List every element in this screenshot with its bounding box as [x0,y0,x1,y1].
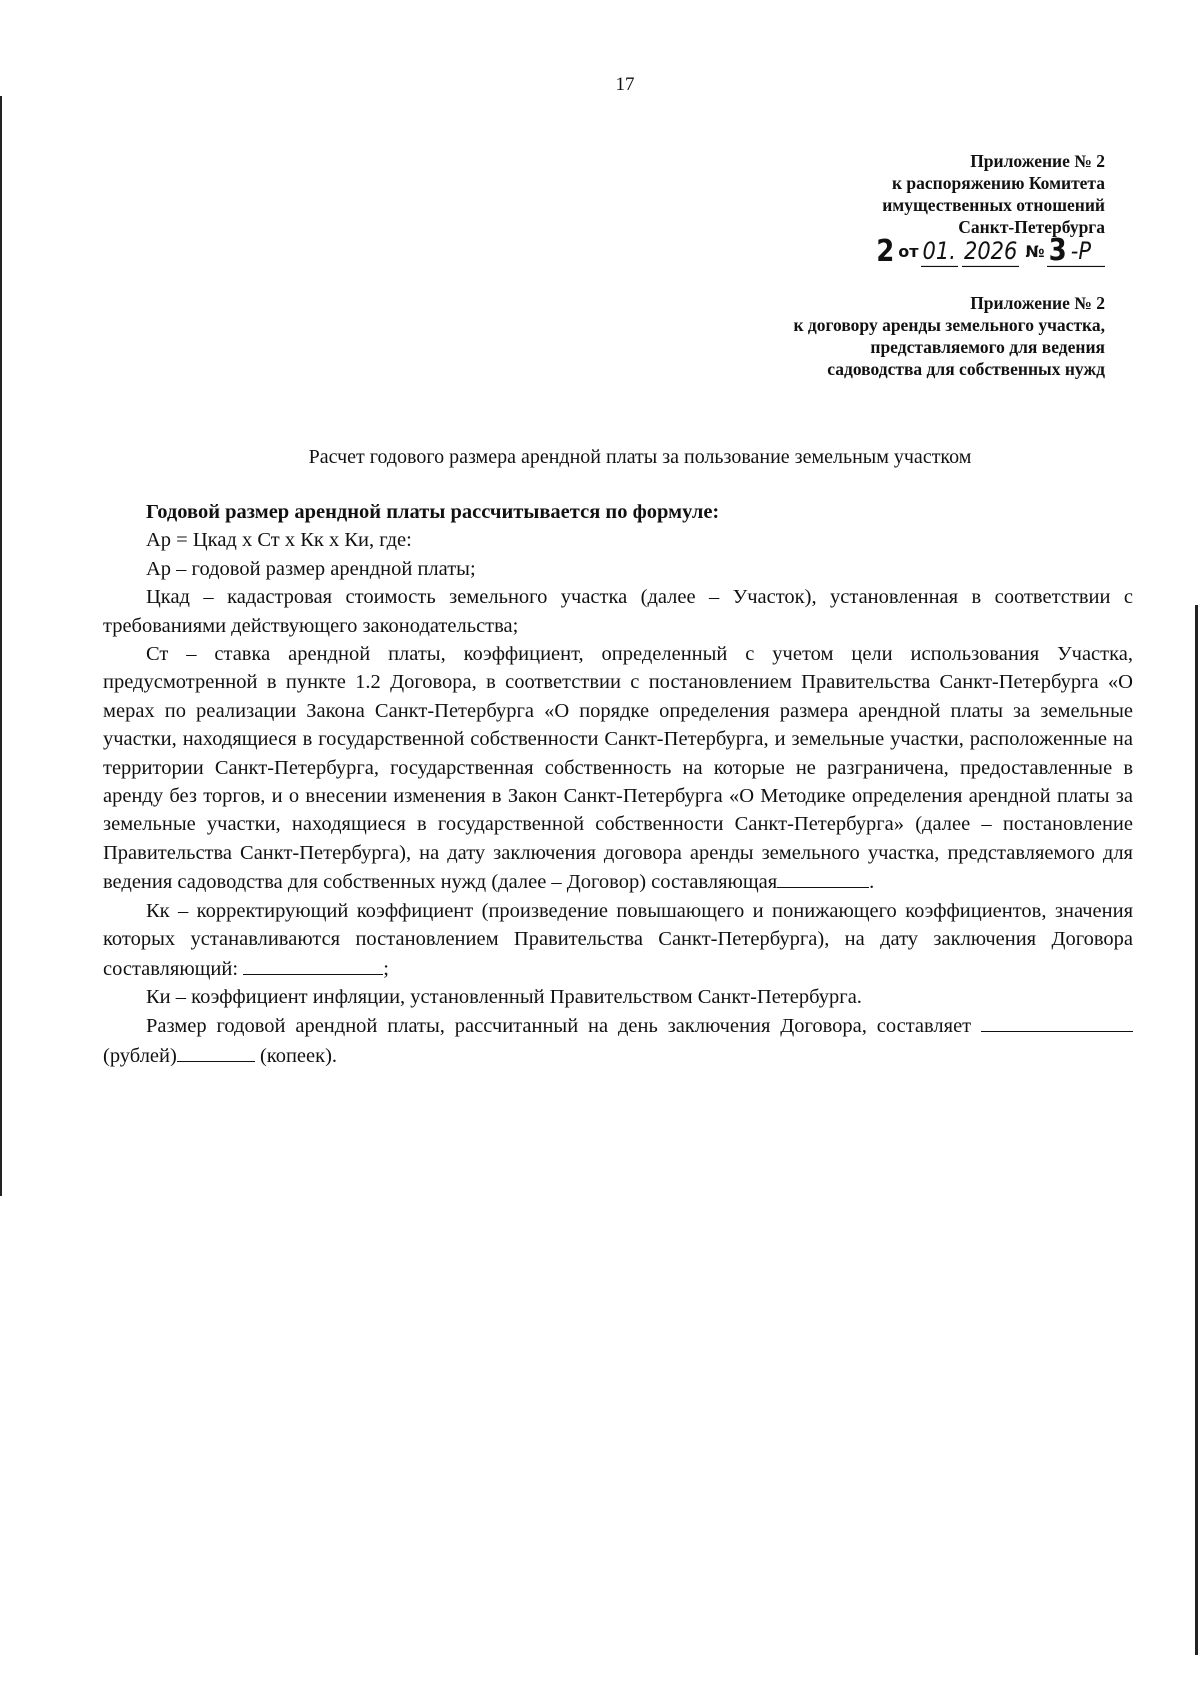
appendix-order-header [874,150,1105,270]
document-title: Расчет годового размера арендной платы за пользование земельным участком [308,446,972,468]
kk-value-blank [243,954,383,975]
annual-rent-text: Размер годовой арендной платы, рассчитанный на день заключения Договора, составляет [146,1015,972,1038]
rubles-blank [981,1011,1133,1032]
order-number-suffix: -Р [1069,236,1105,267]
rubles-label: (рублей) [103,1044,177,1067]
scan-edge-mark-right [1195,605,1198,1655]
order-date-number [874,233,1105,270]
order-number-label: № [1025,242,1045,261]
definition-ar: Ар – годовой размер арендной платы; [146,557,476,580]
order-ot-label: от [898,242,919,261]
appendix-contract-line: Приложение № 2 [970,293,1105,313]
kopecks-blank [177,1041,255,1062]
definition-st-text: Ст – ставка арендной платы, коэффициент, определенный с учетом цели использования Участка, предусмотренной в пункте 1.2 Договора, в соответствии с постановлением Правительства Санкт-Петербурга «О мерах по реализации Закона Санкт-Петербурга «О порядке определения размера арендной платы за земельные участки, находящиеся в государственной собственности Санкт-Петербурга, и земельные участки, расположенные на территории Санкт-Петербурга, государственная собственность на которые не разграничена, предоставленные в аренду без торгов, и о внесении изменения в Закон Санкт-Петербурга «О Методике определения арендной платы за земельные участки, находящиеся в государственной собственности Санкт-Петербурга» (далее – постановление Правительства Санкт-Петербурга), на дату заключения договора аренды земельного участка, представляемого для ведения садоводства для собственных нужд (далее – Договор) составляющая [103,643,1133,894]
page-number: 17 [615,74,635,95]
appendix-order-line: к распоряжению Комитета [891,173,1105,193]
order-year: 2026 [962,236,1019,267]
scan-edge-mark-left [0,96,2,1196]
kopecks-label: (копеек). [259,1044,338,1067]
st-value-blank [777,867,869,888]
appendix-order-line: Приложение № 2 [970,151,1105,171]
order-month: 01. [921,236,958,267]
appendix-contract-header [793,292,1105,380]
order-number: 3 [1048,233,1067,269]
appendix-contract-line: к договору аренды земельного участка, [793,315,1105,335]
definition-kk [103,897,1133,983]
appendix-contract-line: представляемого для ведения [870,337,1105,357]
definition-kk-end: ; [383,957,389,980]
definition-st [103,640,1133,897]
document-body [103,498,1133,1070]
formula-intro: Годовой размер арендной платы рассчитывается по формуле: [146,501,720,523]
definition-st-end: . [869,871,875,894]
appendix-contract-line: садоводства для собственных нужд [827,359,1105,379]
definition-ki: Ки – коэффициент инфляции, установленный Правительством Санкт-Петербурга. [146,985,862,1008]
appendix-order-line: имущественных отношений [882,195,1105,215]
annual-rent-amount [103,1011,1133,1070]
appendix-order-line: Санкт-Петербурга [958,217,1105,237]
definition-tskad: Цкад – кадастровая стоимость земельного участка (далее – Участок), установленная в соответствии с требованиями действующего законодательства; [103,586,1133,637]
formula: Ар = Цкад х Ст х Кк х Ки, где: [146,529,412,552]
definition-kk-text: Кк – корректирующий коэффициент (произведение повышающего и понижающего коэффициентов, значения которых устанавливаются постановлением Правительства Санкт-Петербурга), на дату заключения Договора составляющий: [103,899,1133,980]
order-day: 2 [876,234,895,270]
